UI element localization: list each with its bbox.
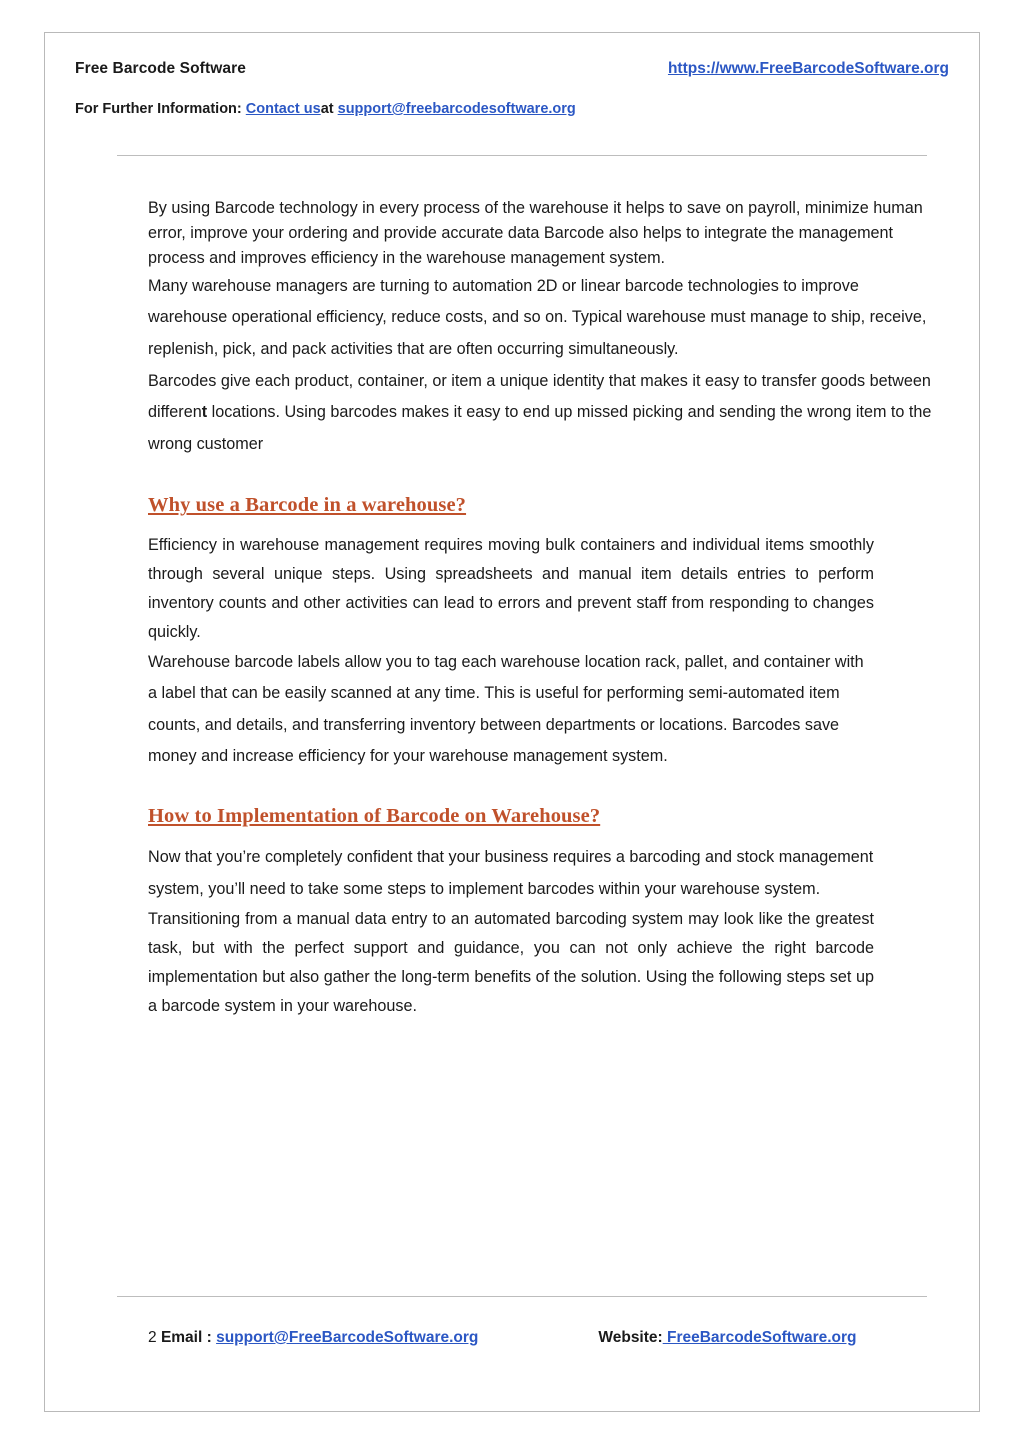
page-content xyxy=(45,33,979,1411)
paragraph-identity-bold-char: t xyxy=(201,403,208,422)
paragraph-efficiency: Efficiency in warehouse management requires moving bulk containers and individual items smoothly through several unique steps. Using spreadsheets and manual item details entries to perform inventory counts and other activities can lead to errors and prevent staff from responding to changes quickly. xyxy=(148,536,874,641)
paragraph-identity xyxy=(148,366,934,461)
paragraph-automation-part2: warehouse operational efficiency, reduce costs, and so on. Typical warehouse must manage to ship, receive, replenish, pick, and pack activities that are often occurring simultaneously. xyxy=(148,308,927,358)
paragraph-transitioning: Transitioning from a manual data entry to an automated barcoding system may look like the greatest task, but with the perfect support and guidance, you can not only achieve the right barcode implementation but also gather the long-term benefits of the solution. Using the following steps set up a barcode system in your warehouse. xyxy=(148,910,874,1015)
contact-us-link[interactable]: Contact us xyxy=(245,101,321,117)
footer-website-link[interactable]: FreeBarcodeSoftware.org xyxy=(662,1329,857,1346)
paragraph-automation xyxy=(148,271,934,366)
footer-email-label: Email : xyxy=(160,1329,212,1346)
at-word: at xyxy=(320,101,334,117)
page-header xyxy=(75,60,949,117)
brand-name: Free Barcode Software xyxy=(75,60,246,77)
header-site-link[interactable]: https://www.FreeBarcodeSoftware.org xyxy=(667,60,949,77)
footer-divider xyxy=(117,1296,927,1297)
paragraph-intro: By using Barcode technology in every process of the warehouse it helps to save on payroll, minimize human error, improve your ordering and provide accurate data Barcode also helps to integrate the management process and improves efficiency in the warehouse management system. xyxy=(148,199,923,267)
paragraph-identity-part2: locations. Using barcodes makes it easy to end up missed picking and sending the wrong item to the wrong customer xyxy=(148,403,932,453)
page-footer xyxy=(148,1329,948,1347)
footer-website-label: Website: xyxy=(598,1329,663,1346)
heading-why-use-barcode: Why use a Barcode in a warehouse? xyxy=(148,494,467,517)
footer-website-block xyxy=(598,1329,856,1347)
header-top-row xyxy=(75,60,949,78)
page-number: 2 xyxy=(148,1329,157,1346)
paragraph-confident: Now that you’re completely confident that your business requires a barcoding and stock management system, you’ll need to take some steps to implement barcodes within your warehouse system. xyxy=(148,848,874,898)
document-body xyxy=(148,196,934,1021)
paragraph-labels: Warehouse barcode labels allow you to tag each warehouse location rack, pallet, and container with a label that can be easily scanned at any time. This is useful for performing semi-automated item counts, and details, and transferring inventory between departments or locations. Barcodes save money and increase efficiency for your warehouse management system. xyxy=(148,652,864,766)
support-email-link[interactable]: support@freebarcodesoftware.org xyxy=(337,101,576,117)
paragraph-automation-part1: Many warehouse managers are turning to automation 2D or linear barcode technologies to improve xyxy=(148,276,859,295)
footer-email-link[interactable]: support@FreeBarcodeSoftware.org xyxy=(216,1329,479,1346)
further-information-label: For Further Information: xyxy=(75,101,242,117)
header-divider xyxy=(117,155,927,156)
heading-how-to-implement: How to Implementation of Barcode on Warehouse? xyxy=(148,805,601,828)
paragraph-identity-part1: Barcodes give each product, container, or item a unique identity that makes it easy to transfer goods between differen xyxy=(148,371,931,422)
footer-email-block xyxy=(148,1329,478,1347)
header-contact-row xyxy=(75,101,949,117)
